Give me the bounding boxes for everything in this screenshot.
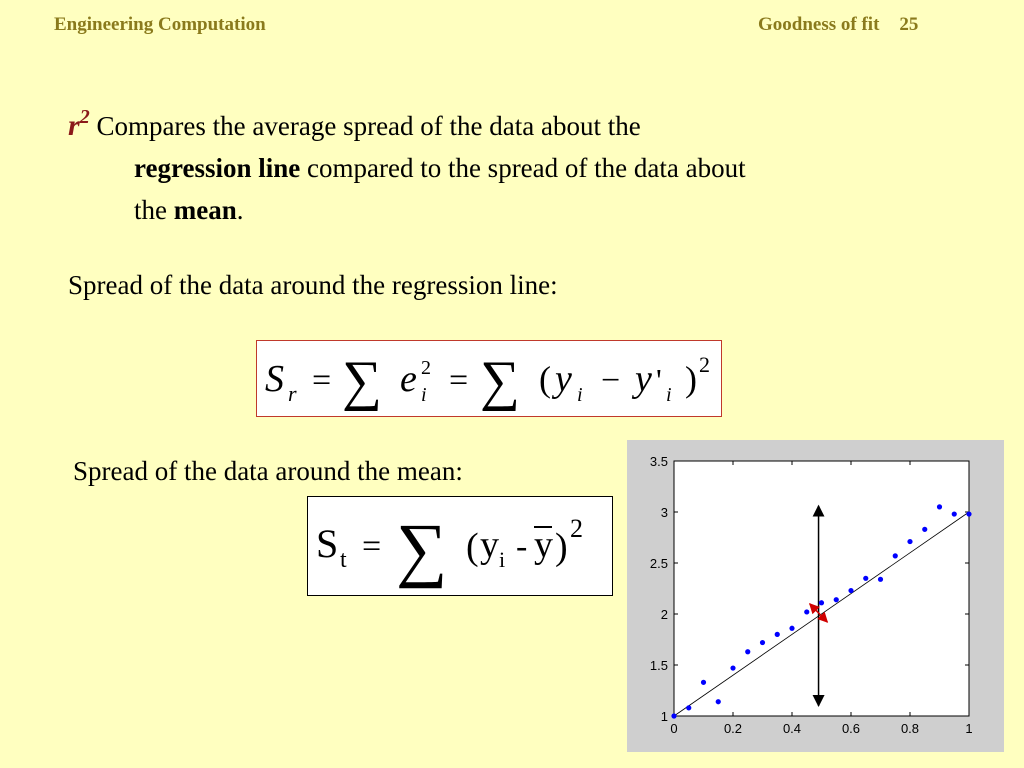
r2-symbol: $r^2$ [68,106,90,142]
svg-text:∑: ∑ [396,509,448,589]
svg-text:i: i [577,384,583,406]
x-tick-label: 0 [670,721,678,736]
slide-topic: Goodness of fit [758,14,880,35]
svg-text:=: = [362,528,382,565]
x-tick-label: 0.2 [723,721,743,736]
data-point [701,680,706,685]
svg-text:S: S [316,521,339,566]
x-tick-label: 0.6 [841,721,861,736]
st-formula-graphic [308,497,614,597]
spread-mean-label: Spread of the data around the mean: [73,456,463,486]
x-tick-label: 0.4 [782,721,802,736]
data-point [893,553,898,558]
svg-text:(: ( [539,359,551,399]
definition-line-3: the mean. [134,195,244,225]
svg-text:r: r [288,381,297,406]
svg-text:2: 2 [570,514,583,543]
course-title: Engineering Computation [54,14,266,35]
data-point [671,713,676,718]
svg-text:=: = [449,362,469,399]
svg-text:(: ( [466,526,479,568]
data-point [863,576,868,581]
data-point [819,600,824,605]
data-point [848,588,853,593]
data-point [745,649,750,654]
svg-text:y: y [635,358,652,400]
slide-header-right [758,14,918,36]
scatter-chart [627,440,1004,752]
y-tick-label: 1 [660,709,668,724]
svg-text:i: i [499,547,506,572]
data-point [716,699,721,704]
svg-text:2: 2 [421,357,431,379]
data-point [789,626,794,631]
svg-text:-: - [516,528,528,565]
data-point [686,705,691,710]
svg-text:∑: ∑ [342,350,382,412]
data-point [775,632,780,637]
y-tick-label: 1.5 [649,658,668,673]
data-point [922,527,927,532]
plot-area [674,461,969,716]
svg-text:e: e [400,358,417,400]
svg-text:): ) [555,526,568,568]
y-tick-label: 2 [660,607,668,622]
spread-regression-label: Spread of the data around the regression line: [68,270,558,300]
svg-text:y: y [480,524,499,566]
data-point [966,511,971,516]
data-point [878,577,883,582]
svg-text:t: t [340,547,347,573]
svg-text:∑: ∑ [480,350,520,412]
svg-text:=: = [312,362,332,399]
definition-line-2: regression line compared to the spread of the data about [134,153,746,183]
y-tick-label: 3 [660,505,668,520]
svg-text:y: y [555,358,572,400]
data-point [760,640,765,645]
x-tick-label: 1 [965,721,973,736]
x-tick-label: 0.8 [900,721,920,736]
data-point [937,504,942,509]
svg-text:−: − [601,362,621,399]
data-point [834,597,839,602]
svg-text:y: y [534,524,553,566]
svg-text:i: i [666,384,672,406]
scatter-plot [627,440,1004,752]
data-point [804,609,809,614]
page-number: 25 [899,14,919,35]
svg-text:2: 2 [699,352,710,377]
data-point [730,665,735,670]
sr-formula-graphic [257,341,723,418]
y-tick-label: 2.5 [649,556,668,571]
svg-text:i: i [421,384,427,406]
data-point [952,511,957,516]
svg-text:): ) [685,359,697,399]
r2-definition [68,96,948,231]
data-point [907,539,912,544]
svg-text:S: S [265,358,284,400]
svg-text:': ' [656,362,662,398]
y-tick-label: 3.5 [649,454,668,469]
sr-formula [256,340,722,417]
st-formula [307,496,613,596]
definition-line-1: Compares the average spread of the data about the [96,111,641,141]
